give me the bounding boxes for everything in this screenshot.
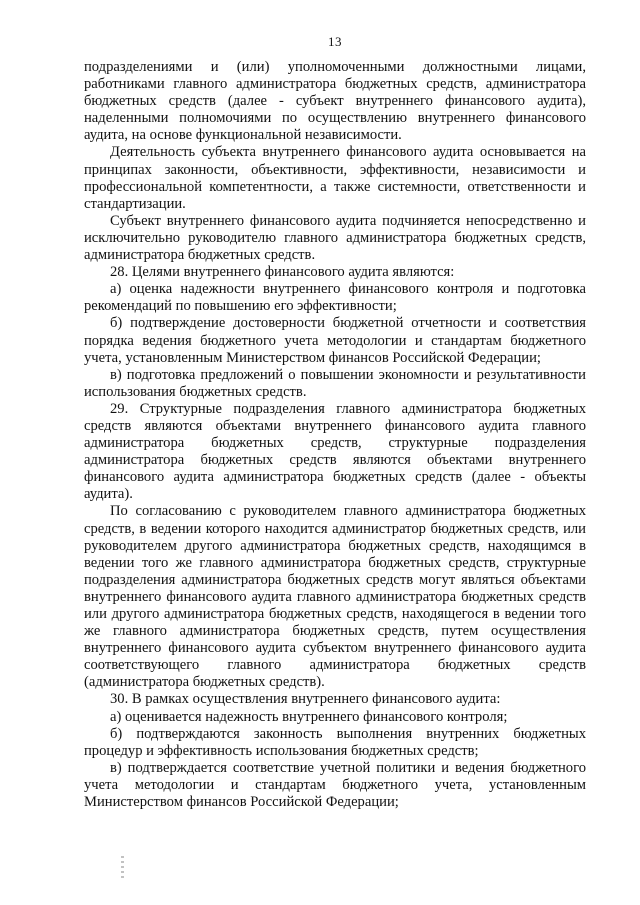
clause-30-item-c: в) подтверждается соответствие учетной политики и ведения бюджетного учета методологии и стандартам бюджетного учета, установленным Министерством финансов Российской Федерации; [84,759,586,811]
clause-28-item-b: б) подтверждение достоверности бюджетной отчетности и соответствия порядка ведения бюджетного учета методологии и стандартам бюджетного учета, установленным Министерством финансов Российской Федерации; [84,315,586,366]
clause-29: 29. Структурные подразделения главного администратора бюджетных средств являются объектами внутреннего финансового аудита главного администратора бюджетных средств, структурные подразделения администратора бюджетных средств являются объектами внутреннего финансового аудита администратора бюджетных средств (далее - объекты аудита). [84,400,586,503]
clause-28-item-a: а) оценка надежности внутреннего финансового контроля и подготовка рекомендаций по повышению его эффективности; [84,281,586,315]
clause-30-item-a: а) оценивается надежность внутреннего финансового контроля; [110,708,508,725]
page-number: 13 [328,34,342,49]
document-body [84,59,586,811]
clause-28-item-c: в) подготовка предложений о повышении экономности и результативности использования бюджетных средств. [84,366,586,400]
clause-29-agreement: По согласованию с руководителем главного администратора бюджетных средств, в ведении которого находится администратор бюджетных средств, или руководителем другого администратора бюджетных средств, находящимся в ведении того же главного администратора бюджетных средств, структурные подразделения администратора бюджетных средств могут являться объектами внутреннего финансового аудита главного администратора бюджетных средств или другого администратора бюджетных средств, находящегося в ведении того же главного администратора бюджетных средств, путем осуществления внутреннего финансового аудита субъектом внутреннего финансового аудита соответствующего главного администратора бюджетных средств (администратора бюджетных средств). [84,503,586,691]
paragraph-continuation: подразделениями и (или) уполномоченными должностными лицами, работниками главного администратора бюджетных средств, администратора бюджетных средств (далее - субъект внутреннего финансового аудита), наделенными полномочиями по осуществлению внутреннего финансового аудита, на основе функциональной независимости. [84,59,586,144]
scan-artifact-mark [121,856,124,880]
paragraph-auditor-principles: Деятельность субъекта внутреннего финансового аудита основывается на принципах законности, объективности, эффективности, независимости и профессиональной компетентности, а также системности, ответственности и стандартизации. [84,144,586,212]
clause-30-item-b: б) подтверждаются законность выполнения внутренних бюджетных процедур и эффективность использования бюджетных средств; [84,725,586,759]
clause-30-heading: 30. В рамках осуществления внутреннего финансового аудита: [110,691,501,708]
paragraph-auditor-subordination: Субъект внутреннего финансового аудита подчиняется непосредственно и исключительно руководителю главного администратора бюджетных средств, администратора бюджетных средств. [84,212,586,264]
clause-28-heading: 28. Целями внутреннего финансового аудита являются: [110,264,455,281]
